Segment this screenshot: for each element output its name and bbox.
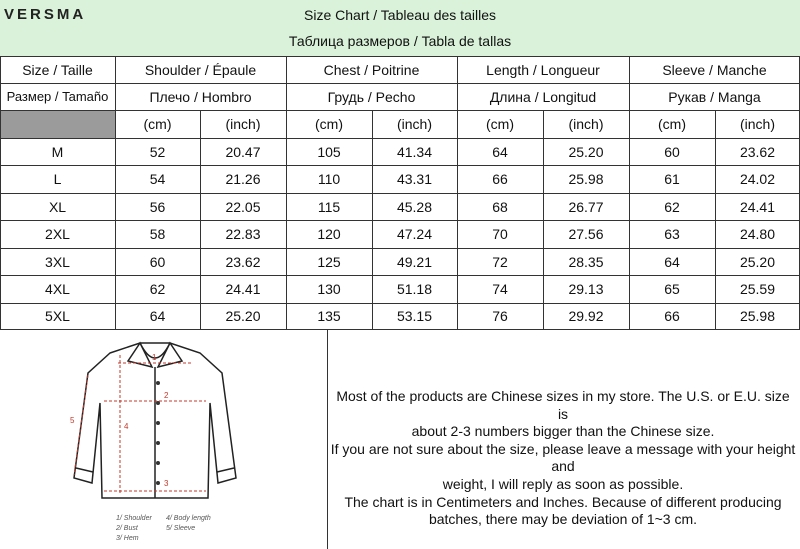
table-hline: [0, 275, 800, 276]
table-hline: [0, 303, 800, 304]
table-cell: 74: [492, 281, 508, 297]
size-label: M: [51, 143, 64, 160]
measure-header-0-row1: Shoulder / Épaule: [144, 61, 257, 78]
table-vline: [200, 110, 201, 329]
table-hline: [0, 165, 800, 166]
marker-1: 1: [152, 353, 157, 362]
table-cell: 28.35: [568, 253, 604, 270]
unit-label: (cm): [486, 116, 514, 132]
table-vline: [629, 56, 630, 329]
unit-label: (cm): [658, 116, 686, 132]
legend-hem: 3/ Hem: [116, 535, 139, 542]
measure-header-2-row2: Длина / Longitud: [489, 88, 597, 105]
table-cell: 52: [149, 143, 166, 160]
table-cell: 25.20: [225, 308, 261, 324]
table-cell: 25.98: [739, 308, 776, 324]
table-cell: 130: [317, 281, 341, 297]
table-cell: 23.62: [225, 253, 261, 270]
table-hline: [0, 329, 800, 330]
table-cell: 76: [492, 308, 508, 324]
table-vline: [457, 56, 458, 329]
legend-sleeve: 5/ Sleeve: [166, 525, 196, 532]
table-cell: 61: [664, 171, 680, 187]
marker-4: 4: [124, 422, 129, 431]
size-note: [330, 388, 796, 529]
size-label: L: [53, 171, 62, 187]
table-cell: 62: [149, 281, 166, 297]
table-cell: 72: [492, 253, 508, 270]
table-cell: 26.77: [568, 198, 604, 215]
table-cell: 58: [149, 226, 166, 242]
table-cell: 45.28: [396, 198, 433, 215]
table-cell: 53.15: [396, 308, 433, 324]
table-cell: 68: [492, 198, 508, 215]
measure-header-2-row1: Length / Longueur: [486, 61, 600, 78]
legend-shoulder: 1/ Shoulder: [116, 515, 152, 522]
table-cell: 63: [664, 226, 680, 242]
table-cell: 54: [149, 171, 166, 187]
marker-5: 5: [70, 416, 75, 425]
table-cell: 41.34: [396, 143, 433, 160]
shirt-diagram: [40, 333, 280, 548]
table-cell: 66: [664, 308, 680, 324]
table-cell: 66: [492, 171, 508, 187]
unit-label: (cm): [143, 116, 172, 132]
size-header-row1: Size / Taille: [22, 61, 93, 78]
table-vline: [715, 110, 716, 329]
marker-2: 2: [164, 391, 169, 400]
note-line-1: Most of the products are Chinese sizes in my store. The U.S. or E.U. size is: [336, 388, 790, 422]
size-header-row2: Размер / Tamaño: [6, 89, 109, 104]
unit-label: (inch): [396, 116, 432, 132]
measure-header-1-row2: Грудь / Pecho: [327, 88, 416, 105]
legend-body-length: 4/ Body length: [166, 515, 211, 522]
legend-bust: 2/ Bust: [116, 525, 138, 532]
table-hline: [0, 110, 800, 111]
table-cell: 25.59: [739, 281, 776, 297]
table-cell: 135: [317, 308, 341, 324]
gray-placeholder-cell: [0, 110, 115, 138]
table-cell: 21.26: [225, 171, 261, 187]
table-cell: 24.41: [225, 281, 261, 297]
table-vline: [543, 110, 544, 329]
table-vline: [372, 110, 373, 329]
table-cell: 25.20: [739, 253, 776, 270]
table-cell: 23.62: [739, 143, 776, 160]
unit-label: (inch): [739, 116, 775, 132]
table-cell: 62: [664, 198, 680, 215]
measure-header-3-row2: Рукав / Manga: [668, 88, 761, 105]
size-label: 2XL: [45, 226, 70, 242]
table-cell: 47.24: [396, 226, 433, 242]
title-line-2: Таблица размеров / Tabla de tallas: [288, 33, 512, 49]
table-cell: 22.05: [225, 198, 261, 215]
table-cell: 29.92: [568, 308, 604, 324]
note-line-3: If you are not sure about the size, please leave a message with your height and: [330, 440, 796, 475]
size-label: 4XL: [45, 281, 70, 297]
table-cell: 20.47: [225, 143, 261, 160]
table-hline: [0, 138, 800, 139]
measure-header-3-row1: Sleeve / Manche: [662, 61, 767, 78]
unit-label: (inch): [568, 116, 604, 132]
table-cell: 49.21: [396, 253, 433, 270]
title-line-1: Size Chart / Tableau des tailles: [304, 7, 496, 23]
table-cell: 60: [664, 143, 680, 160]
table-cell: 60: [149, 253, 166, 270]
size-label: 5XL: [45, 308, 70, 324]
table-cell: 24.41: [739, 198, 776, 215]
table-cell: 27.56: [568, 226, 604, 242]
table-cell: 64: [492, 143, 508, 160]
table-cell: 105: [317, 143, 341, 160]
table-vline: [286, 56, 287, 329]
table-cell: 24.02: [739, 171, 776, 187]
note-line-5: The chart is in Centimeters and Inches. Because of different producing: [344, 493, 782, 510]
unit-label: (inch): [225, 116, 261, 132]
bottom-divider: [327, 329, 328, 549]
measure-header-0-row2: Плечо / Hombro: [149, 88, 252, 105]
measure-header-1-row1: Chest / Poitrine: [323, 61, 420, 78]
table-cell: 64: [664, 253, 680, 270]
table-cell: 125: [317, 253, 341, 270]
table-cell: 43.31: [396, 171, 433, 187]
note-line-6: batches, there may be deviation of 1~3 cm.: [428, 511, 698, 528]
table-cell: 51.18: [396, 281, 433, 297]
size-label: 3XL: [45, 253, 70, 270]
table-hline: [0, 193, 800, 194]
note-line-4: weight, I will reply as soon as possible.: [442, 475, 684, 492]
table-cell: 65: [664, 281, 680, 297]
table-cell: 25.20: [568, 143, 604, 160]
table-cell: 110: [317, 171, 341, 187]
table-hline: [0, 248, 800, 249]
unit-label: (cm): [315, 116, 343, 132]
marker-3: 3: [164, 479, 169, 488]
table-cell: 24.80: [739, 226, 776, 242]
table-cell: 56: [149, 198, 166, 215]
note-line-2: about 2-3 numbers bigger than the Chinese size.: [411, 423, 715, 440]
table-cell: 25.98: [568, 171, 604, 187]
table-hline: [0, 220, 800, 221]
table-hline: [0, 56, 800, 57]
table-vline: [0, 56, 1, 329]
table-cell: 70: [492, 226, 508, 242]
table-cell: 115: [317, 198, 341, 215]
table-cell: 22.83: [225, 226, 261, 242]
table-cell: 120: [317, 226, 341, 242]
table-cell: 64: [149, 308, 166, 324]
table-hline: [0, 83, 800, 84]
table-vline: [115, 56, 116, 329]
brand-logo: VERSMA: [4, 6, 87, 23]
size-label: XL: [48, 198, 67, 215]
table-cell: 29.13: [568, 281, 604, 297]
